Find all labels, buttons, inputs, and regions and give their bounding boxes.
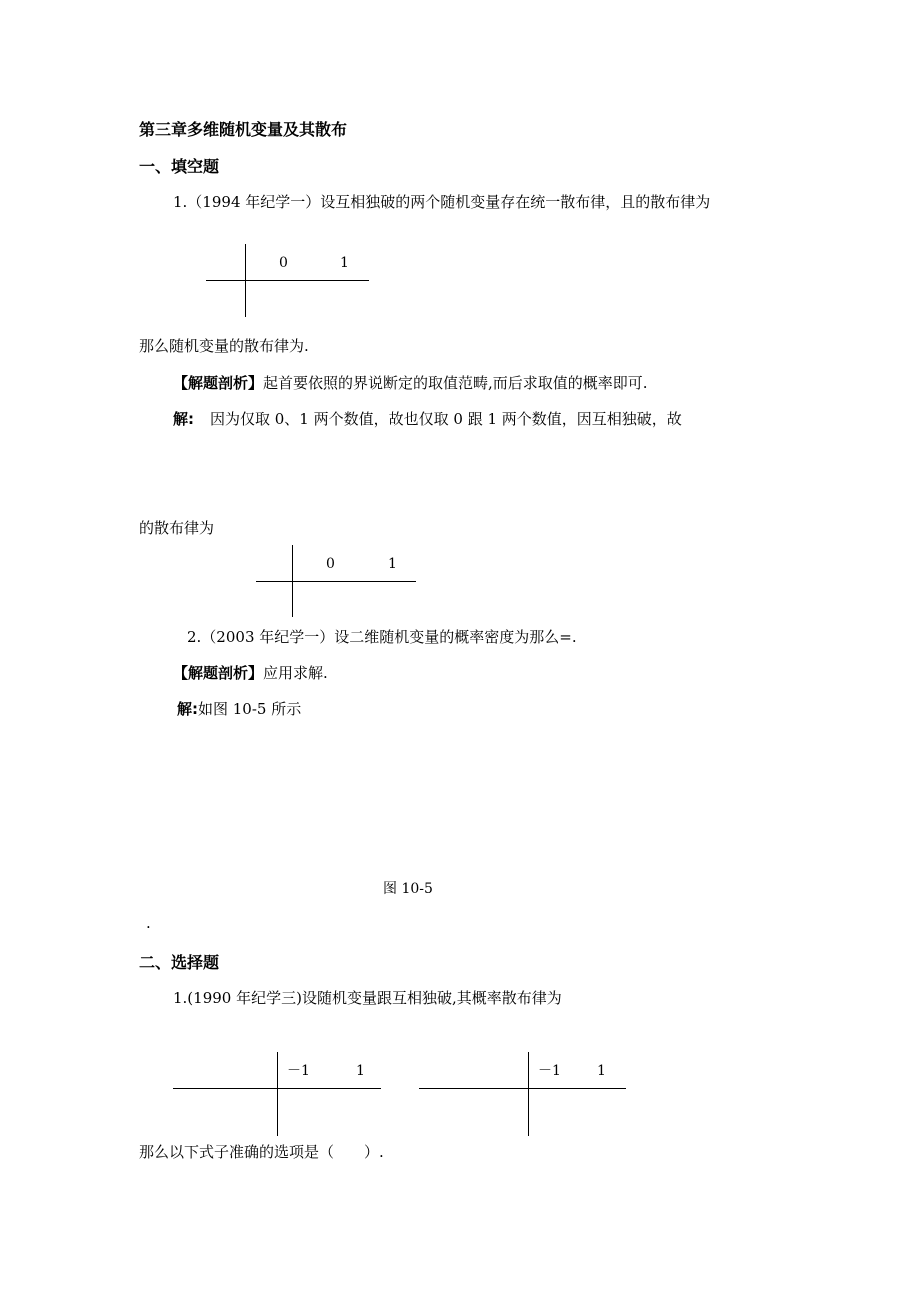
question-1-solution	[173, 412, 682, 427]
solution-label: 解:	[173, 410, 194, 428]
analysis-label: 【解题剖析】	[173, 664, 264, 682]
table-2-col-0: 0	[326, 556, 335, 572]
table-a-vertical-rule	[277, 1052, 278, 1136]
table-1-horizontal-rule	[206, 280, 369, 281]
question-2-solution	[177, 702, 301, 717]
analysis-text: 起首要依照的界说断定的取值范畴,而后求取值的概率即可.	[263, 374, 648, 392]
table-1-col-0: 0	[279, 255, 288, 271]
solution-text: 因为仅取 0、1 两个数值，故也仅取 0 跟 1 两个数值，因互相独破，故	[210, 410, 682, 428]
table-1-col-1: 1	[340, 255, 349, 271]
analysis-text: 应用求解.	[263, 664, 328, 682]
section-fill-in-blank: 一、填空题	[139, 157, 220, 176]
solution-label: 解:	[177, 700, 198, 718]
question-2-text: 2.（2003 年纪学一）设二维随机变量的概率密度为那么=.	[187, 628, 577, 646]
table-2-col-1: 1	[388, 556, 397, 572]
trailing-period: .	[146, 914, 151, 932]
table-b-col-0: －1	[538, 1063, 561, 1079]
table-b-vertical-rule	[528, 1052, 529, 1136]
question-3-after-text: 那么以下式子准确的选项是（ ）.	[139, 1143, 384, 1161]
table-a-col-1: 1	[356, 1063, 365, 1079]
question-3-text: 1.(1990 年纪学三)设随机变量跟互相独破,其概率散布律为	[173, 989, 562, 1007]
question-2-analysis	[173, 666, 328, 681]
question-1-analysis	[173, 376, 648, 391]
figure-caption: 图 10-5	[383, 881, 433, 897]
table-2-horizontal-rule	[256, 581, 416, 582]
question-1-text: 1.（1994 年纪学一）设互相独破的两个随机变量存在统一散布律，且的散布律为	[173, 193, 711, 211]
solution-text: 如图 10-5 所示	[198, 700, 302, 718]
table-a-horizontal-rule	[173, 1088, 381, 1089]
distribution-label: 的散布律为	[139, 519, 215, 537]
chapter-title: 第三章多维随机变量及其散布	[139, 120, 348, 139]
table-b-col-1: 1	[597, 1063, 606, 1079]
question-1-after-text: 那么随机变量的散布律为.	[139, 337, 309, 355]
table-a-col-0: －1	[287, 1063, 310, 1079]
analysis-label: 【解题剖析】	[173, 374, 264, 392]
table-b-horizontal-rule	[419, 1088, 626, 1089]
section-multiple-choice: 二、选择题	[139, 953, 220, 972]
